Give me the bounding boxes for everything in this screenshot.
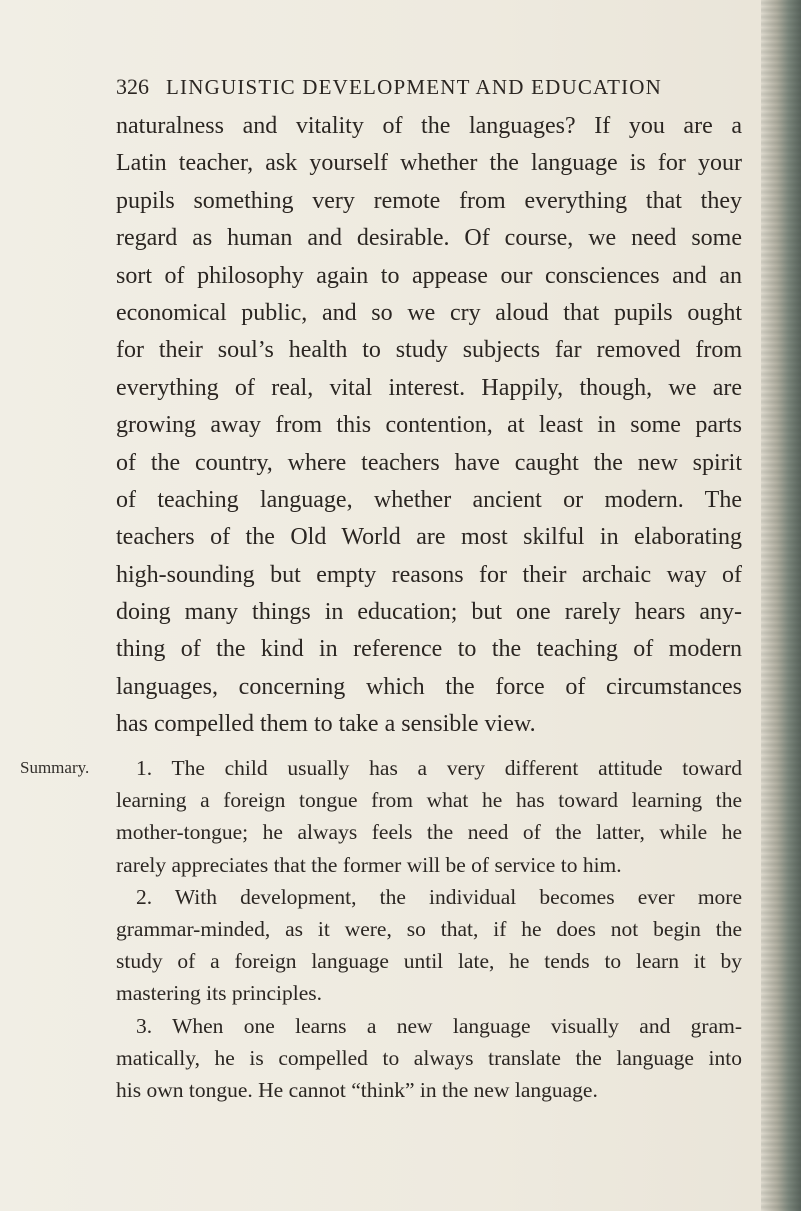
binding-edge [761, 0, 801, 1211]
summary-item-1-line: 1. The child usually has a very different attitude toward [136, 756, 742, 780]
text-line: has compelled them to take a sensible view. [116, 711, 536, 738]
text-line: pupils something very remote from everything that they [116, 187, 742, 214]
text-line: languages, concerning which the force of circumstances [116, 673, 742, 700]
text-line: naturalness and vitality of the languages? If you are a [116, 113, 742, 139]
text-line: growing away from this contention, at least in some parts [116, 412, 742, 439]
text-line: sort of philosophy again to appease our consciences and an [116, 262, 742, 289]
text-line: of teaching language, whether ancient or modern. The [116, 486, 742, 513]
summary-item-1-line: rarely appreciates that the former will be of service to him. [116, 852, 622, 877]
summary-list [116, 752, 742, 1106]
text-line: regard as human and desirable. Of course, we need some [116, 225, 742, 252]
page-number: 326 [116, 74, 149, 99]
text-line: doing many things in education; but one rarely hears any- [116, 599, 742, 626]
text-line: economical public, and so we cry aloud that pupils ought [116, 299, 742, 326]
summary-item-3-line: matically, he is compelled to always translate the language into [116, 1045, 742, 1070]
text-line: everything of real, vital interest. Happily, though, we are [116, 374, 742, 401]
summary-item-3-line: 3. When one learns a new language visually and gram- [136, 1013, 742, 1038]
summary-item-2-line: mastering its principles. [116, 981, 323, 1006]
text-line: teachers of the Old World are most skilful in elaborating [116, 524, 742, 551]
summary-item-2-line: grammar-minded, as it were, so that, if he does not begin the [116, 916, 742, 941]
page-header [116, 74, 716, 104]
summary-item-2-line: 2. With development, the individual becomes ever more [136, 884, 742, 909]
summary-item-1-line: mother-tongue; he always feels the need of the latter, while he [116, 820, 742, 845]
text-line: Latin teacher, ask yourself whether the language is for your [116, 150, 742, 177]
text-line: of the country, where teachers have caught the new spirit [116, 449, 742, 476]
paragraph-continuation [116, 108, 742, 744]
text-line: thing of the kind in reference to the teaching of modern [116, 636, 742, 663]
running-title: LINGUISTIC DEVELOPMENT AND EDUCATION [166, 75, 663, 99]
summary-item-3-line: his own tongue. He cannot “think” in the new language. [116, 1077, 598, 1102]
text-line: for their soul’s health to study subjects far removed from [116, 337, 742, 364]
margin-note-summary: Summary. [20, 758, 90, 777]
summary-item-1-line: learning a foreign tongue from what he has toward learning the [116, 788, 742, 813]
text-line: high-sounding but empty reasons for their archaic way of [116, 561, 742, 588]
summary-item-2-line: study of a foreign language until late, he tends to learn it by [116, 949, 742, 974]
